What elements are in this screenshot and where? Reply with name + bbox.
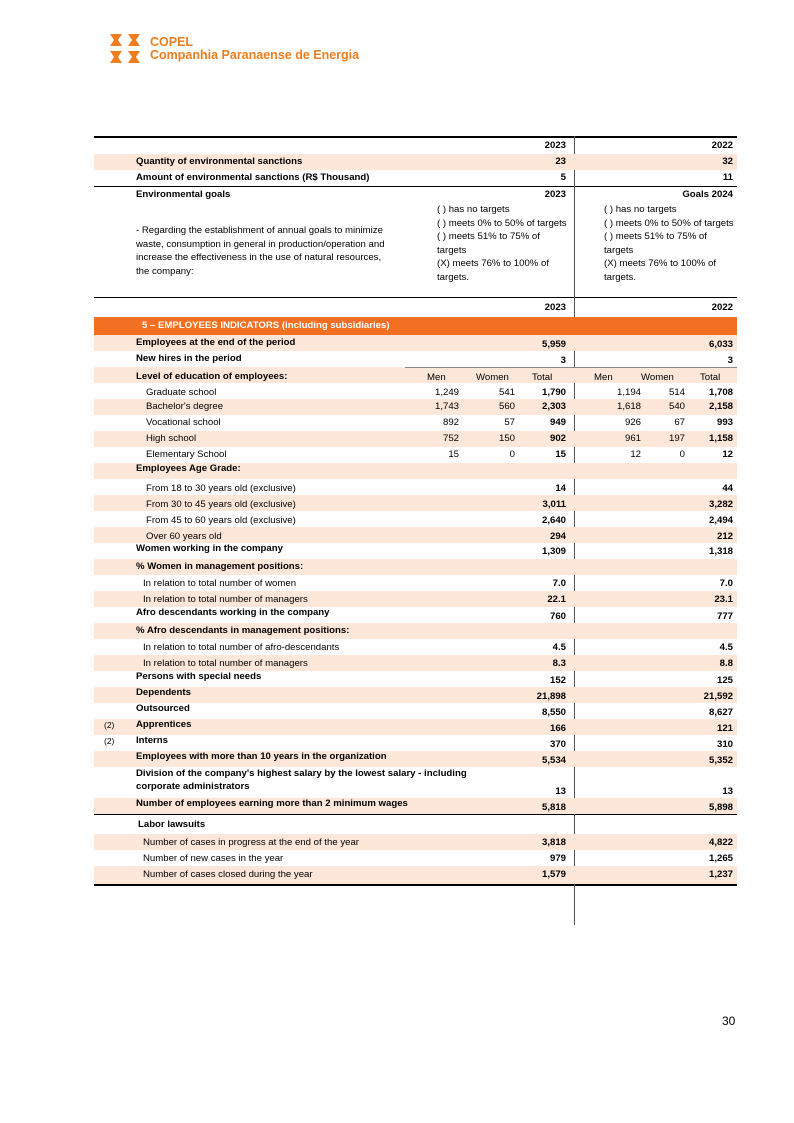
table-row: (2) Apprentices 166 121 (94, 719, 737, 735)
footnote-marker: (2) (104, 720, 115, 730)
table-row: Number of new cases in the year 979 1,265 (143, 853, 733, 864)
table-row: In relation to total number of managers 8.3 8.8 (94, 655, 737, 671)
table-row: Dependents 21,898 21,592 (94, 687, 737, 703)
sanctions-header-row (94, 138, 737, 154)
goals-options-2023: ( ) has no targets ( ) meets 0% to 50% of targets ( ) meets 51% to 75% of targets (X) meets 76% to 100% of targets. (437, 204, 567, 283)
goals-options-2024: ( ) has no targets ( ) meets 0% to 50% of targets ( ) meets 51% to 75% of targets (X) meets 76% to 100% of targets. (604, 204, 734, 283)
table-row: Elementary School 15 0 15 12 0 12 (146, 449, 733, 460)
table-row: In relation to total number of managers 22.1 23.1 (94, 591, 737, 607)
company-logo (108, 32, 359, 66)
goals-description: - Regarding the establishment of annual goals to minimize waste, consumption in general in production/operation and increase the effectiveness in the use of natural resources, the company: (136, 225, 385, 277)
education-header-row: Level of education of employees: Men Women Total Men Women Total (94, 367, 737, 383)
section-title-bar (94, 317, 737, 335)
labor-lawsuits-title: Labor lawsuits (138, 819, 206, 830)
section-title: 5 – EMPLOYEES INDICATORS (including subsidiaries) (142, 320, 390, 331)
goals-col-2023: 2023 (544, 189, 566, 200)
table-row: From 18 to 30 years old (exclusive) 14 44 (146, 483, 733, 494)
table-row: Over 60 years old 294 212 (94, 527, 737, 543)
sanctions-year-2022: 2022 (711, 140, 733, 151)
table-row: Employees at the end of the period 5,959 6,033 (94, 335, 737, 351)
sanctions-year-2023: 2023 (544, 140, 566, 151)
table-row: From 30 to 45 years old (exclusive) 3,011 3,282 (94, 495, 737, 511)
table-row (94, 815, 737, 834)
table-row: Quantity of environmental sanctions 23 32 (94, 154, 737, 170)
table-row: (2) Interns 370 310 (104, 735, 733, 750)
table-row: Employees Age Grade: (94, 463, 737, 479)
page-number: 30 (722, 1014, 736, 1028)
table-row: Number of employees earning more than 2 minimum wages 5,818 5,898 (94, 798, 737, 814)
table-row: Number of cases in progress at the end of the year 3,818 4,822 (94, 834, 737, 850)
table-row: Outsourced 8,550 8,627 (136, 703, 733, 718)
company-full-name: Companhia Paranaense de Energia (150, 48, 360, 62)
table-row: In relation to total number of women 7.0 7.0 (143, 578, 733, 589)
table-row: Afro descendants working in the company 760 777 (136, 607, 733, 622)
table-row: Employees with more than 10 years in the organization 5,534 5,352 (94, 751, 737, 767)
table-row: Persons with special needs 152 125 (136, 671, 733, 686)
table-row: Graduate school 1,249 541 1,790 1,194 514 1,708 (146, 387, 733, 398)
table-row: New hires in the period 3 3 (136, 353, 733, 366)
table-row: Vocational school 892 57 949 926 67 993 (146, 417, 733, 428)
table-row: Amount of environmental sanctions (R$ Thousand) 5 11 (136, 172, 733, 183)
table-row: % Afro descendants in management positions: (94, 623, 737, 639)
goals-col-2024: Goals 2024 (682, 189, 733, 200)
environmental-goals-block (94, 187, 737, 297)
table-row: Division of the company's highest salary by the lowest salary - including corporate administrators 13 13 (136, 768, 733, 797)
table-row: Women working in the company 1,309 1,318 (136, 543, 733, 557)
goals-title: Environmental goals (136, 189, 231, 200)
employees-header-row: 2023 2022 (544, 302, 733, 313)
table-row: In relation to total number of afro-descendants 4.5 4.5 (143, 642, 733, 653)
table-row: % Women in management positions: (94, 559, 737, 575)
company-short-name: COPEL (150, 35, 194, 49)
copel-logo-icon (108, 32, 144, 66)
table-row: Bachelor's degree 1,743 560 2,303 1,618 540 2,158 (94, 399, 737, 415)
table-row: Number of cases closed during the year 1,579 1,237 (94, 866, 737, 884)
report-table (94, 136, 737, 886)
table-row: From 45 to 60 years old (exclusive) 2,640 2,494 (146, 515, 733, 526)
table-row: High school 752 150 902 961 197 1,158 (94, 431, 737, 447)
footnote-marker: (2) (104, 736, 115, 746)
